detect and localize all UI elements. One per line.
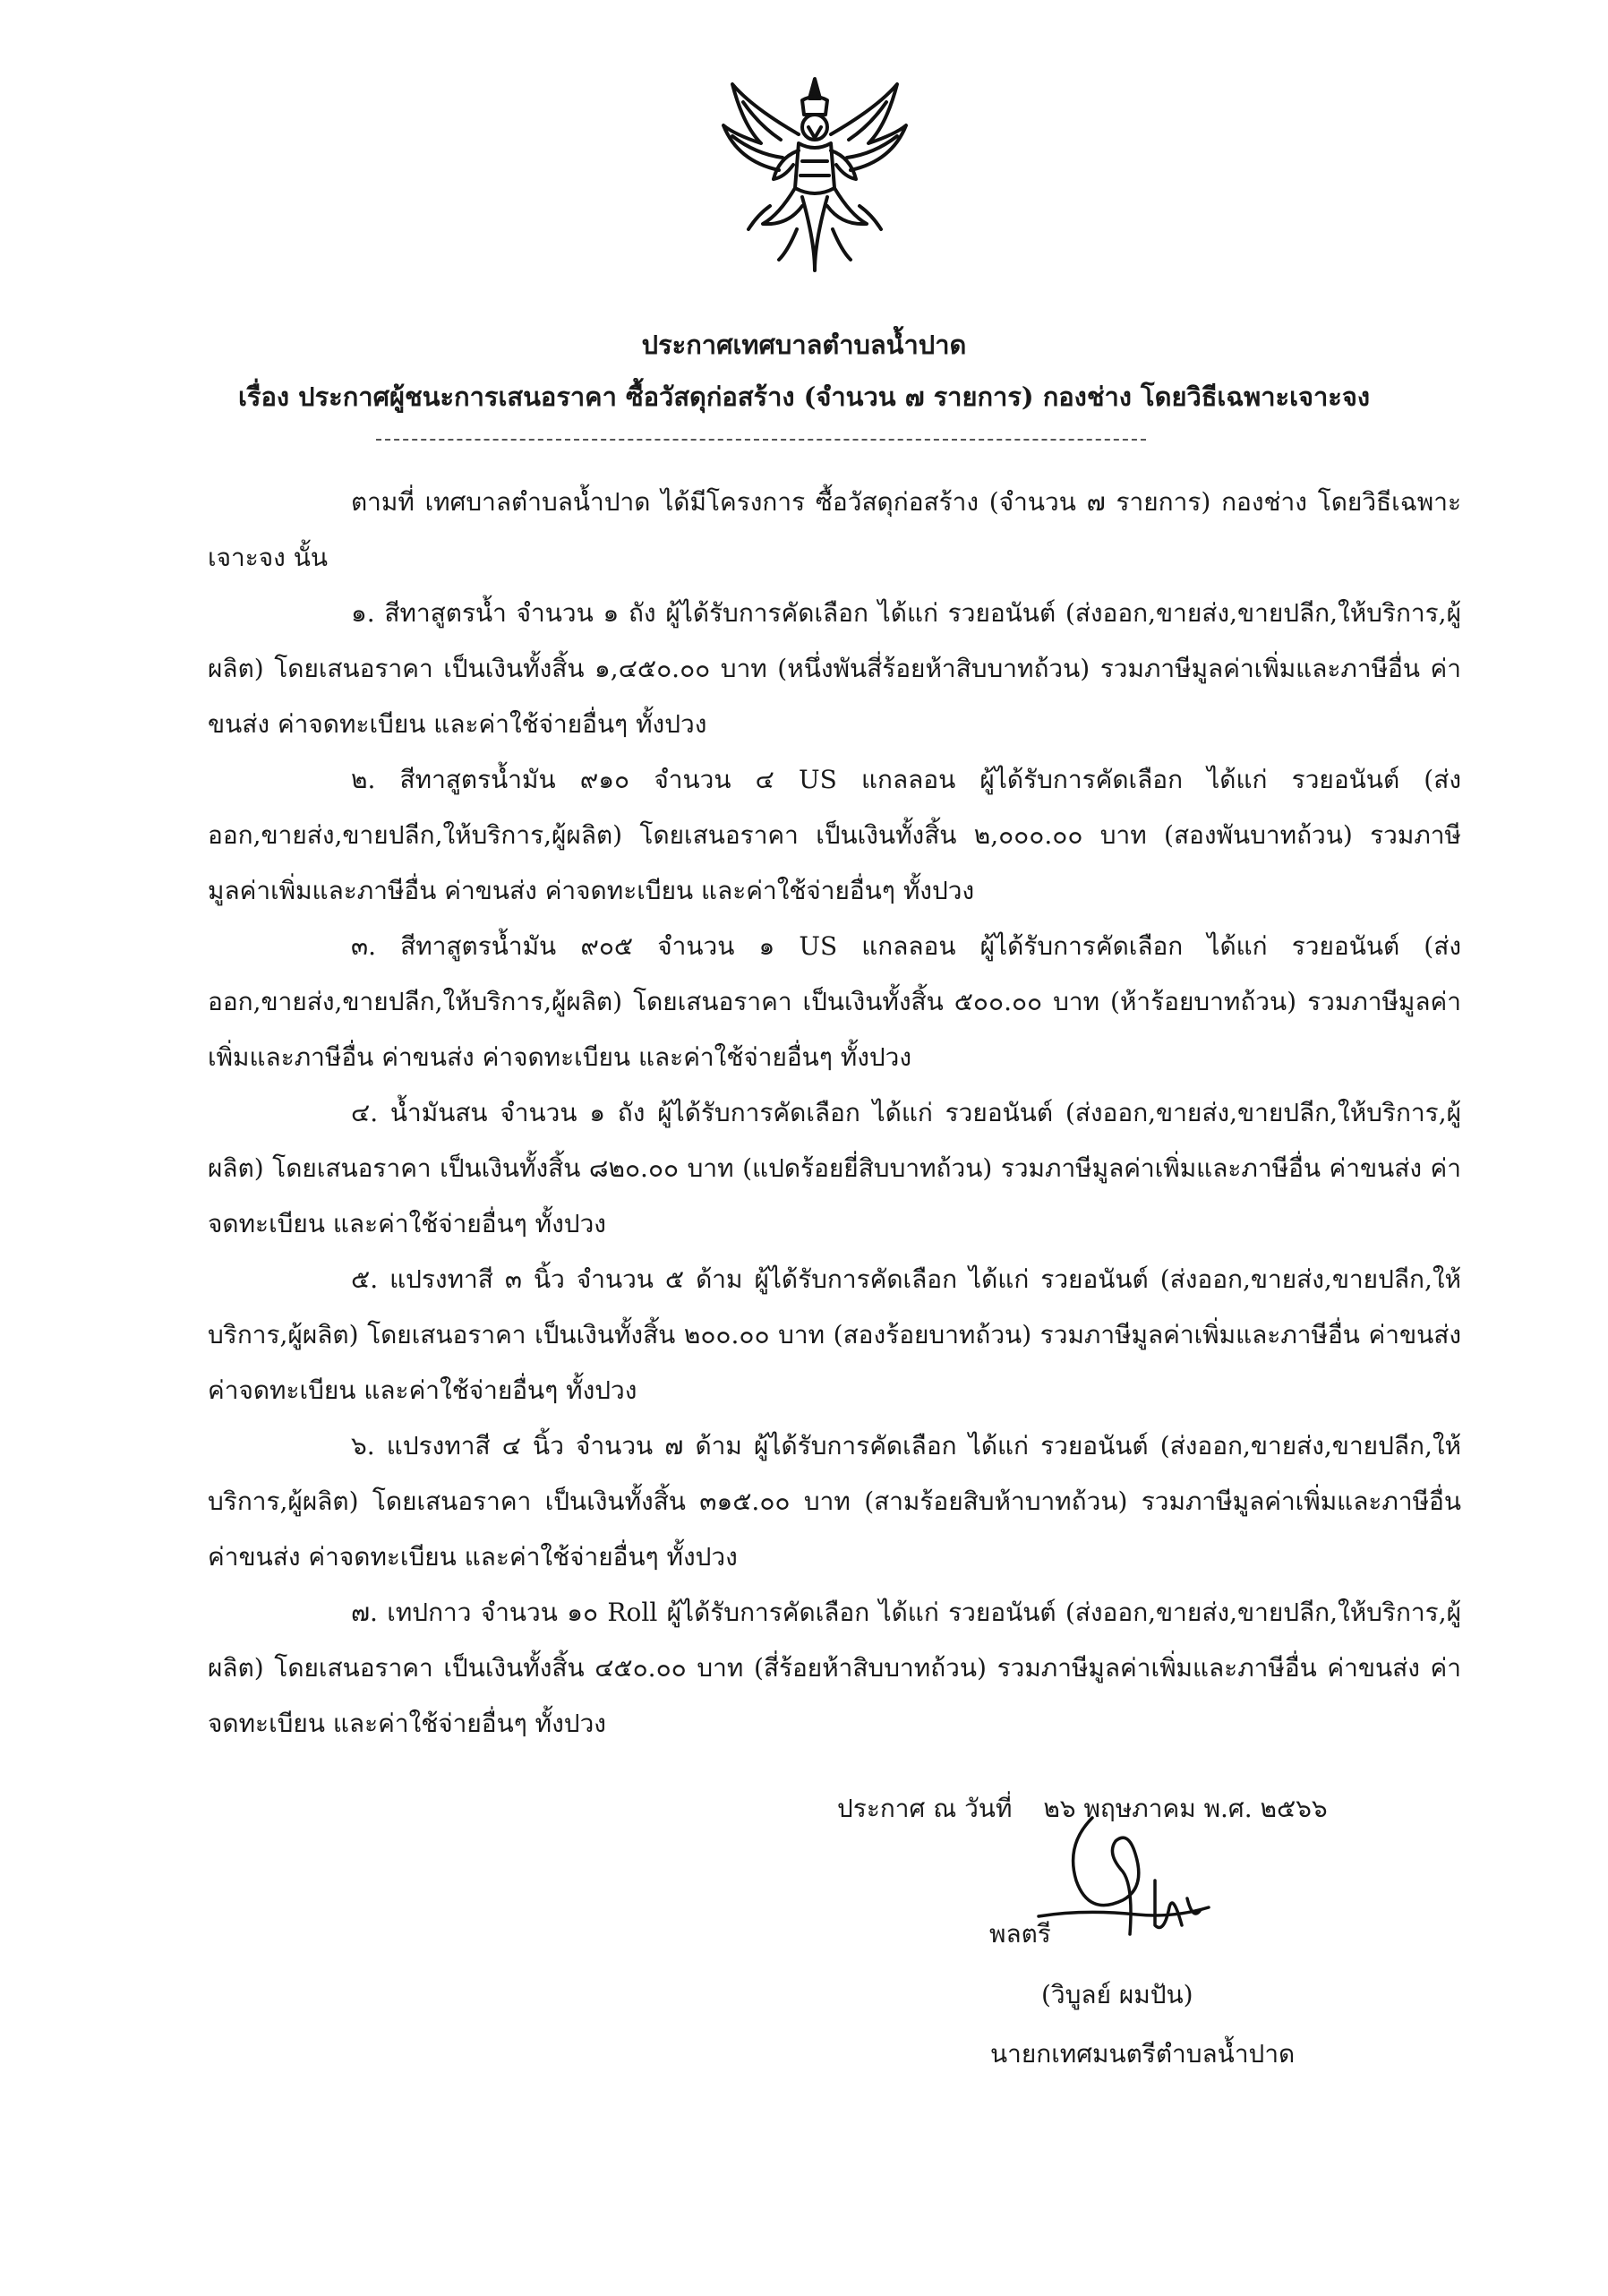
list-item: ๓. สีทาสูตรน้ำมัน ๙๐๕ จำนวน ๑ US แกลลอน ผู้ได้รับการคัดเลือก ได้แก่ รวยอนันต์ (ส่งออก,ขายส่ง,ขายปลีก,ให้บริการ,ผู้ผลิต) โดยเสนอราคา เป็นเงินทั้งสิ้น ๕๐๐.๐๐ บาท (ห้าร้อยบาทถ้วน) รวมภาษีมูลค่าเพิ่มและภาษีอื่น ค่าขนส่ง ค่าจดทะเบียน และค่าใช้จ่ายอื่นๆ ทั้งปวง xyxy=(208,931,1461,1072)
document-body xyxy=(208,475,1461,1752)
list-item: ๑. สีทาสูตรน้ำ จำนวน ๑ ถัง ผู้ได้รับการคัดเลือก ได้แก่ รวยอนันต์ (ส่งออก,ขายส่ง,ขายปลีก,ให้บริการ,ผู้ผลิต) โดยเสนอราคา เป็นเงินทั้งสิ้น ๑,๔๕๐.๐๐ บาท (หนึ่งพันสี่ร้อยห้าสิบบาทถ้วน) รวมภาษีมูลค่าเพิ่มและภาษีอื่น ค่าขนส่ง ค่าจดทะเบียน และค่าใช้จ่ายอื่นๆ ทั้งปวง xyxy=(208,598,1461,739)
document-subject: เรื่อง ประกาศผู้ชนะการเสนอราคา ซื้อวัสดุก่อสร้าง (จำนวน ๗ รายการ) กองช่าง โดยวิธีเฉพาะเจาะจง xyxy=(238,381,1370,412)
announce-date: ๒๖ พฤษภาคม พ.ศ. ๒๕๖๖ xyxy=(1043,1794,1328,1823)
announce-label: ประกาศ ณ วันที่ xyxy=(837,1794,1013,1823)
title-divider xyxy=(376,439,1146,441)
signer-name: (วิบูลย์ ผมปัน) xyxy=(1041,1980,1193,2009)
list-item: ๒. สีทาสูตรน้ำมัน ๙๑๐ จำนวน ๔ US แกลลอน ผู้ได้รับการคัดเลือก ได้แก่ รวยอนันต์ (ส่งออก,ขายส่ง,ขายปลีก,ให้บริการ,ผู้ผลิต) โดยเสนอราคา เป็นเงินทั้งสิ้น ๒,๐๐๐.๐๐ บาท (สองพันบาทถ้วน) รวมภาษีมูลค่าเพิ่มและภาษีอื่น ค่าขนส่ง ค่าจดทะเบียน และค่าใช้จ่ายอื่นๆ ทั้งปวง xyxy=(208,765,1461,905)
intro-paragraph: ตามที่ เทศบาลตำบลน้ำปาด ได้มีโครงการ ซื้อวัสดุก่อสร้าง (จำนวน ๗ รายการ) กองช่าง โดยวิธีเฉพาะเจาะจง นั้น xyxy=(208,487,1461,572)
document-title: ประกาศเทศบาลตำบลน้ำปาด xyxy=(641,330,967,360)
list-item: ๕. แปรงทาสี ๓ นิ้ว จำนวน ๕ ด้าม ผู้ได้รับการคัดเลือก ได้แก่ รวยอนันต์ (ส่งออก,ขายส่ง,ขายปลีก,ให้บริการ,ผู้ผลิต) โดยเสนอราคา เป็นเงินทั้งสิ้น ๒๐๐.๐๐ บาท (สองร้อยบาทถ้วน) รวมภาษีมูลค่าเพิ่มและภาษีอื่น ค่าขนส่ง ค่าจดทะเบียน และค่าใช้จ่ายอื่นๆ ทั้งปวง xyxy=(208,1264,1461,1405)
garuda-emblem-icon xyxy=(716,72,913,278)
signer-position: นายกเทศมนตรีตำบลน้ำปาด xyxy=(990,2039,1296,2069)
list-item: ๔. น้ำมันสน จำนวน ๑ ถัง ผู้ได้รับการคัดเลือก ได้แก่ รวยอนันต์ (ส่งออก,ขายส่ง,ขายปลีก,ให้บริการ,ผู้ผลิต) โดยเสนอราคา เป็นเงินทั้งสิ้น ๘๒๐.๐๐ บาท (แปดร้อยยี่สิบบาทถ้วน) รวมภาษีมูลค่าเพิ่มและภาษีอื่น ค่าขนส่ง ค่าจดทะเบียน และค่าใช้จ่ายอื่นๆ ทั้งปวง xyxy=(208,1098,1461,1238)
handwritten-signature-icon xyxy=(1030,1800,1244,1961)
list-item: ๗. เทปกาว จำนวน ๑๐ Roll ผู้ได้รับการคัดเลือก ได้แก่ รวยอนันต์ (ส่งออก,ขายส่ง,ขายปลีก,ให้บริการ,ผู้ผลิต) โดยเสนอราคา เป็นเงินทั้งสิ้น ๔๕๐.๐๐ บาท (สี่ร้อยห้าสิบบาทถ้วน) รวมภาษีมูลค่าเพิ่มและภาษีอื่น ค่าขนส่ง ค่าจดทะเบียน และค่าใช้จ่ายอื่นๆ ทั้งปวง xyxy=(208,1598,1461,1738)
signer-rank: พลตรี xyxy=(989,1919,1051,1949)
list-item: ๖. แปรงทาสี ๔ นิ้ว จำนวน ๗ ด้าม ผู้ได้รับการคัดเลือก ได้แก่ รวยอนันต์ (ส่งออก,ขายส่ง,ขายปลีก,ให้บริการ,ผู้ผลิต) โดยเสนอราคา เป็นเงินทั้งสิ้น ๓๑๕.๐๐ บาท (สามร้อยสิบห้าบาทถ้วน) รวมภาษีมูลค่าเพิ่มและภาษีอื่น ค่าขนส่ง ค่าจดทะเบียน และค่าใช้จ่ายอื่นๆ ทั้งปวง xyxy=(208,1431,1461,1572)
